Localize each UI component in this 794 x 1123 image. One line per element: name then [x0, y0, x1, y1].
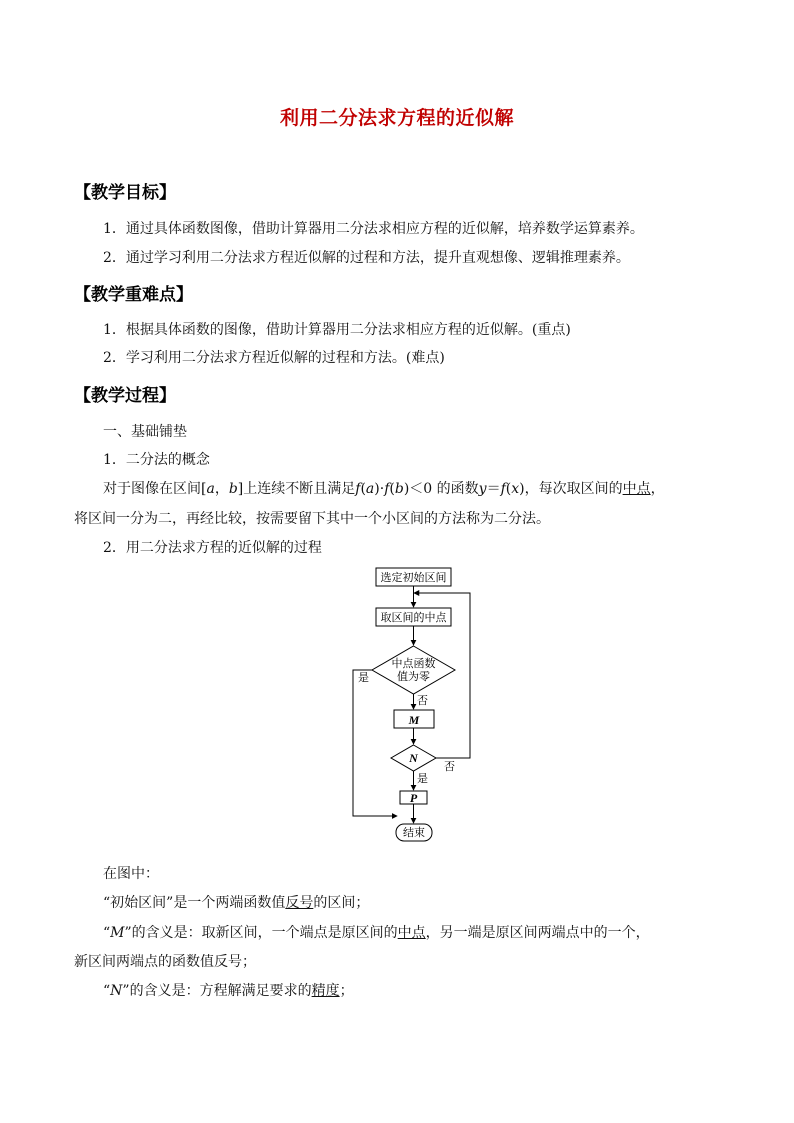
explanation-line-3: 新区间两端点的函数值反号； [74, 954, 256, 970]
text-run: “初始区间”是一个两端函数值 [103, 895, 286, 911]
text-run: )· [374, 481, 385, 497]
text-run: ， [650, 481, 665, 497]
flow-decision-n-label: N [409, 751, 418, 765]
section-heading-goals: 【教学目标】 [74, 183, 176, 203]
var-f: f [355, 481, 361, 497]
explanation-line-2 [103, 925, 650, 942]
text-run: ( [389, 481, 395, 497]
underlined-term-midpoint: 中点 [397, 925, 426, 941]
flow-no-label-1: 否 [417, 694, 428, 707]
var-f: f [500, 481, 506, 497]
flow-midpoint-label: 取区间的中点 [380, 611, 447, 624]
var-y: y [478, 481, 487, 497]
text-run: ，另一端是原区间两端点中的一个， [425, 925, 650, 941]
var-m: M [110, 925, 125, 941]
flow-start-label: 选定初始区间 [380, 571, 447, 584]
var-f: f [384, 481, 390, 497]
bisection-flowchart [340, 564, 480, 849]
flow-arrow-yes-to-end [353, 670, 397, 816]
flow-box-m-label: M [408, 713, 420, 727]
explanation-line-1 [103, 895, 369, 912]
underlined-term-opposite-sign: 反号 [285, 895, 314, 911]
text-run: ( [505, 481, 512, 497]
text-run: ”的含义是：取新区间，一个端点是原区间的 [124, 925, 398, 941]
page-title: 利用二分法求方程的近似解 [279, 107, 514, 129]
underlined-term-precision: 精度 [311, 983, 340, 999]
text-run: 的区间； [313, 895, 370, 911]
text-run: ； [339, 983, 354, 999]
flow-no-label-2: 否 [444, 760, 455, 773]
var-a: a [206, 481, 215, 497]
item-process-title: 2．用二分法求方程的近似解的过程 [103, 540, 322, 556]
text-run: “ [103, 925, 111, 941]
text-run: )＜0 的函数 [403, 481, 479, 497]
var-a: a [365, 481, 375, 497]
text-run: 对于图像在区间[ [103, 481, 207, 497]
goal-item-2: 2．通过学习利用二分法求方程近似解的过程和方法，提升直观想像、逻辑推理素养。 [103, 250, 630, 266]
var-b: b [228, 481, 238, 497]
section-heading-process: 【教学过程】 [74, 386, 176, 406]
flow-end-label: 结束 [403, 826, 425, 839]
text-run: “ [103, 983, 111, 999]
key-point-2: 2．学习利用二分法求方程近似解的过程和方法。(难点) [103, 350, 445, 366]
section-heading-key-points: 【教学重难点】 [74, 285, 193, 305]
key-point-1: 1．根据具体函数的图像，借助计算器用二分法求相应方程的近似解。(重点) [103, 322, 571, 338]
flow-yes-label-2: 是 [417, 772, 428, 785]
text-run: ( [360, 481, 366, 497]
text-run: )，每次取区间的 [519, 481, 623, 497]
flow-yes-label-1: 是 [358, 671, 369, 684]
underlined-term-midpoint: 中点 [622, 481, 651, 497]
concept-paragraph-line1 [103, 481, 665, 498]
flow-box-p-label: P [409, 791, 418, 805]
concept-paragraph-line2: 将区间一分为二，再经比较，按需要留下其中一个小区间的方法称为二分法。 [74, 511, 550, 527]
text-run: ”的含义是：方程解满足要求的 [122, 983, 312, 999]
flow-decision-zero-label-1: 中点函数 [391, 657, 436, 670]
subheading-basics: 一、基础铺垫 [103, 424, 187, 440]
var-x: x [511, 481, 520, 497]
explanation-line-4 [103, 983, 354, 1000]
text-run: ]上连续不断且满足 [237, 481, 356, 497]
goal-item-1: 1．通过具体函数图像，借助计算器用二分法求相应方程的近似解，培养数学运算素养。 [103, 221, 644, 237]
explanation-intro: 在图中： [103, 866, 159, 882]
text-run: ， [214, 481, 229, 497]
flow-decision-zero-label-2: 值为零 [397, 670, 430, 683]
var-n: N [110, 983, 123, 999]
var-b: b [394, 481, 404, 497]
item-bisection-concept-title: 1．二分法的概念 [103, 452, 210, 468]
text-run: ＝ [486, 481, 501, 497]
